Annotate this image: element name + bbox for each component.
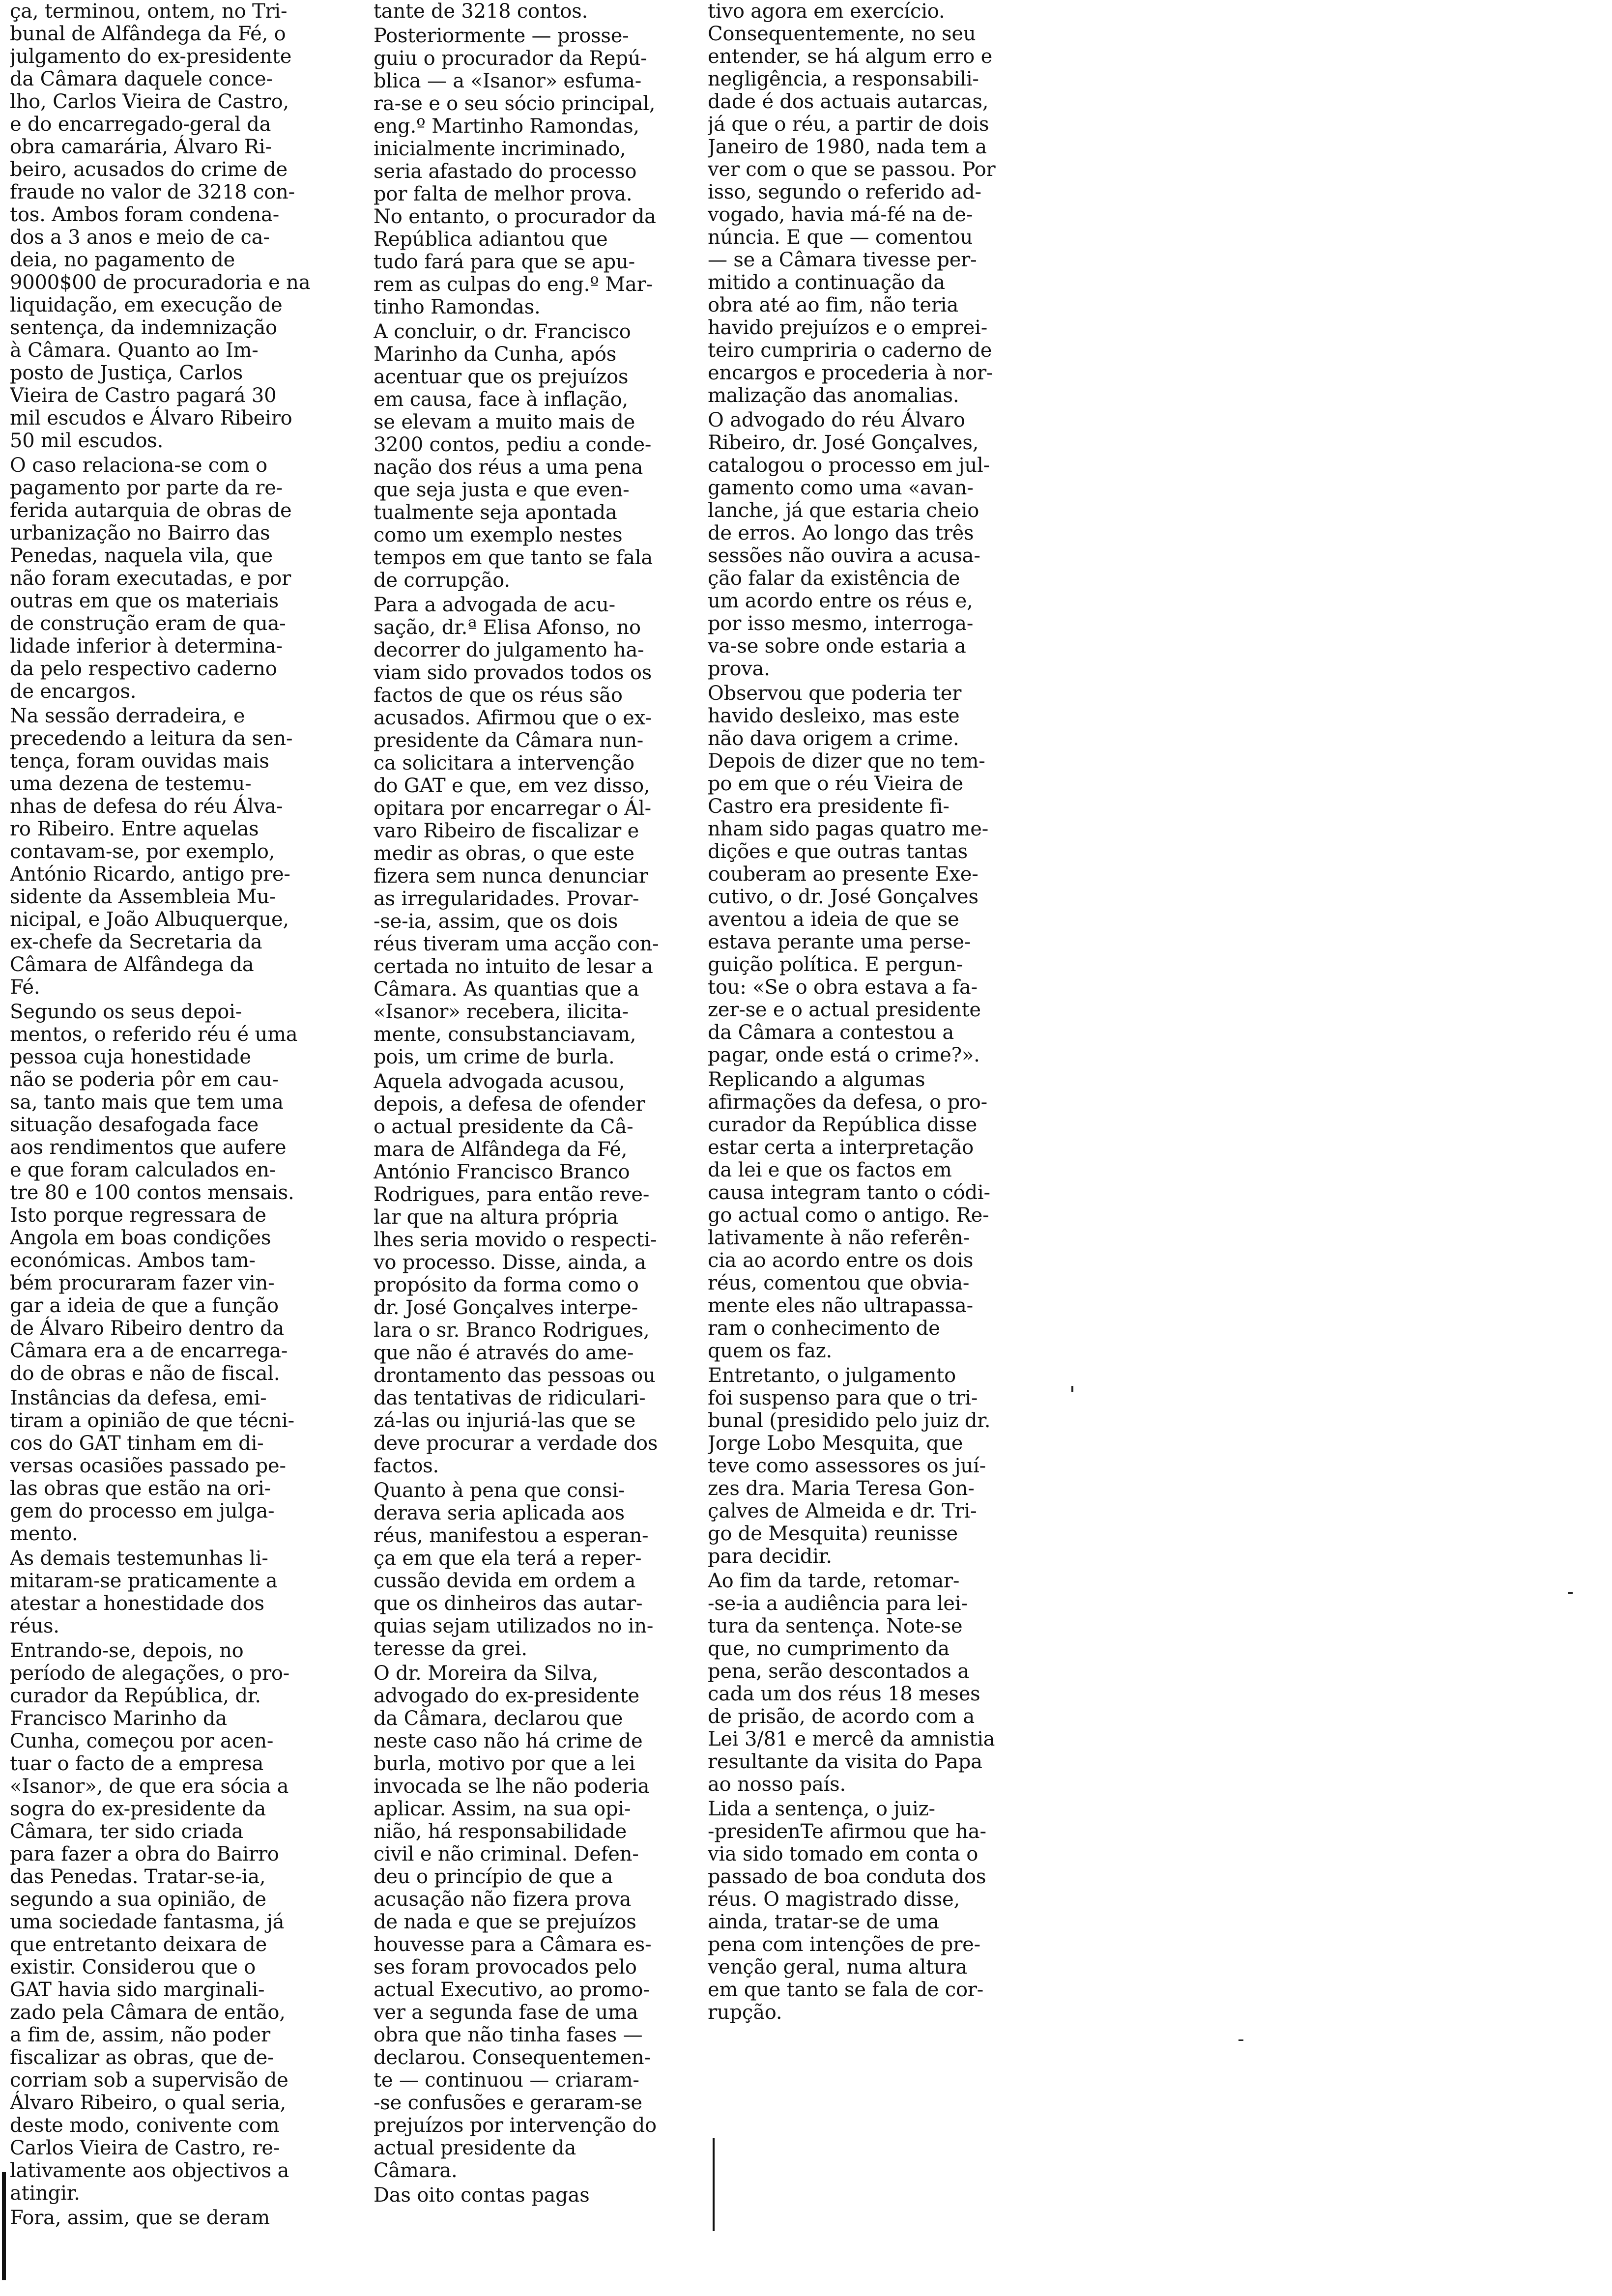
scan-speck [1238,2039,1243,2041]
paragraph: Ao fim da tarde, retomar- -se-ia a audiência para lei- tura da sentença. Note-se que, no cumprimento da pena, serão descontados a cada um dos réus 18 meses de prisão, de acordo com a Lei 3/81 e mercê da amnistia resultante da visita do Papa ao nosso país. [708,1570,995,1796]
scan-speck [1568,1592,1573,1594]
article-column-3 [708,0,1022,2296]
paragraph: Observou que poderia ter havido desleixo, mas este não dava origem a crime. Depois de dizer que no tem- po em que o réu Vieira de Castro era presidente fi- nham sido pagas quatro me- dições e que outras tantas couberam ao presente Exe- cutivo, o dr. José Gonçalves aventou a ideia de que se estava perante uma perse- guição política. E pergun- tou: «Se o obra estava a fa- zer-se e o actual presidente da Câmara a contestou a pagar, onde está o crime?». [708,682,989,1066]
paragraph: O dr. Moreira da Silva, advogado do ex-presidente da Câmara, declarou que neste caso não há crime de burla, motivo por que a lei invocada se lhe não poderia aplicar. Assim, na sua opi- nião, há responsabilidade civil e não criminal. Defen- deu o princípio de que a acusação não fizera prova de nada e que se prejuízos houvesse para a Câmara es- ses foram provocados pelo actual Executivo, ao promo- ver a segunda fase de uma obra que não tinha fases — declarou. Consequentemen- te — continuou — criaram- -se confusões e geraram-se prejuízos por intervenção do actual presidente da Câmara. [374,1662,657,2182]
paragraph: Posteriormente — prosse- guiu o procurador da Repú- blica — a «Isanor» esfuma- ra-se e o seu sócio principal, eng.º Martinho Ramondas, inicialmente incriminado, seria afastado do processo por falta de melhor prova. No entanto, o procurador da República adiantou que tudo fará para que se apu- rem as culpas do eng.º Mar- tinho Ramondas. [374,25,656,318]
paragraph: Das oito contas pagas [374,2184,590,2207]
paragraph: tante de 3218 contos. [374,0,588,23]
paragraph: Para a advogada de acu- sação, dr.ª Elisa Afonso, no decorrer do julgamento ha- viam sido provados todos os factos de que os réus são acusados. Afirmou que o ex- presidente da Câmara nun- ca solicitara a intervenção do GAT e que, em vez disso, opitara por encarregar o Ál- varo Ribeiro de fiscalizar e medir as obras, o que este fizera sem nunca denunciar as irregularidades. Provar- -se-ia, assim, que os dois réus tiveram uma acção con- certada no intuito de lesar a Câmara. As quantias que a «Isanor» recebera, ilicita- mente, consubstanciavam, pois, um crime de burla. [374,594,659,1068]
paragraph: As demais testemunhas li- mitaram-se praticamente a atestar a honestidade dos réus. [10,1547,278,1637]
scan-edge-mark-left [2,2172,6,2280]
paragraph: Entrando-se, depois, no período de alegações, o pro- curador da República, dr. Francisco Marinho da Cunha, começou por acen- tuar o facto de a empresa «Isanor», de que era sócia a sogra do ex-presidente da Câmara, ter sido criada para fazer a obra do Bairro das Penedas. Tratar-se-ia, segundo a sua opinião, de uma sociedade fantasma, já que entretanto deixara de existir. Considerou que o GAT havia sido marginali- zado pela Câmara de então, a fim de, assim, não poder fiscalizar as obras, que de- corriam sob a supervisão de Álvaro Ribeiro, o qual seria, deste modo, conivente com Carlos Vieira de Castro, re- lativamente aos objectivos a atingir. [10,1639,290,2205]
scan-edge-mark-right [713,2138,715,2231]
paragraph: Na sessão derradeira, e precedendo a leitura da sen- tença, foram ouvidas mais uma dezena de testemu- nhas de defesa do réu Álva- ro Ribeiro. Entre aquelas contavam-se, por exemplo, António Ricardo, antigo pre- sidente da Assembleia Mu- nicipal, e João Albuquerque, ex-chefe da Secretaria da Câmara de Alfândega da Fé. [10,705,293,999]
scan-speck [1071,1386,1073,1392]
paragraph: Segundo os seus depoi- mentos, o referido réu é uma pessoa cuja honestidade não se poderia pôr em cau- sa, tanto mais que tem uma situação desafogada face aos rendimentos que aufere e que foram calculados en- tre 80 e 100 contos mensais. Isto porque regressara de Angola em boas condições económicas. Ambos tam- bém procuraram fazer vin- gar a ideia de que a função de Álvaro Ribeiro dentro da Câmara era a de encarrega- do de obras e não de fiscal. [10,1001,298,1385]
paragraph: O advogado do réu Álvaro Ribeiro, dr. José Gonçalves, catalogou o processo em jul- gamento como uma «avan- lanche, já que estaria cheio de erros. Ao longo das três sessões não ouvira a acusa- ção falar da existência de um acordo entre os réus e, por isso mesmo, interroga- va-se sobre onde estaria a prova. [708,409,990,680]
paragraph: Lida a sentença, o juiz- -presidenTe afirmou que ha- via sido tomado em conta o passado de boa conduta dos réus. O magistrado disse, ainda, tratar-se de uma pena com intenções de pre- venção geral, numa altura em que tanto se fala de cor- rupção. [708,1798,986,2024]
paragraph: A concluir, o dr. Francisco Marinho da Cunha, após acentuar que os prejuízos em causa, face à inflação, se elevam a muito mais de 3200 contos, pediu a conde- nação dos réus a uma pena que seja justa e que even- tualmente seja apontada como um exemplo nestes tempos em que tanto se fala de corrupção. [374,320,653,592]
paragraph: tivo agora em exercício. Consequentemente, no seu entender, se há algum erro e negligência, a responsabili- dade é dos actuais autarcas, já que o réu, a partir de dois Janeiro de 1980, nada tem a ver com o que se passou. Por isso, segundo o referido ad- vogado, havia má-fé na de- núncia. E que — comentou — se a Câmara tivesse per- mitido a continuação da obra até ao fim, não teria havido prejuízos e o emprei- teiro cumpriria o caderno de encargos e procederia à nor- malização das anomalias. [708,0,996,407]
paragraph: O caso relaciona-se com o pagamento por parte da re- ferida autarquia de obras de urbanização no Bairro das Penedas, naquela vila, que não foram executadas, e por outras em que os materiais de construção eram de qua- lidade inferior à determina- da pelo respectivo caderno de encargos. [10,454,292,703]
paragraph: Replicando a algumas afirmações da defesa, o pro- curador da República disse estar certa a interpretação da lei e que os factos em causa integram tanto o códi- go actual como o antigo. Re- lativamente à não referên- cia ao acordo entre os dois réus, comentou que obvia- mente eles não ultrapassa- ram o conhecimento de quem os faz. [708,1068,990,1362]
paragraph: Aquela advogada acusou, depois, a defesa de ofender o actual presidente da Câ- mara de Alfândega da Fé, António Francisco Branco Rodrigues, para então reve- lar que na altura própria lhes seria movido o respecti- vo processo. Disse, ainda, a propósito da forma como o dr. José Gonçalves interpe- lara o sr. Branco Rodrigues, que não é através do ame- drontamento das pessoas ou das tentativas de ridiculari- zá-las ou injuriá-las que se deve procurar a verdade dos factos. [374,1070,658,1477]
paragraph: Entretanto, o julgamento foi suspenso para que o tri- bunal (presidido pelo juiz dr. Jorge Lobo Mesquita, que teve como assessores os juí- zes dra. Maria Teresa Gon- çalves de Almeida e dr. Tri- go de Mesquita) reunisse para decidir. [708,1364,991,1568]
article-column-2 [374,0,688,2296]
paragraph: Instâncias da defesa, emi- tiram a opinião de que técni- cos do GAT tinham em di- versas ocasiões passado pe- las obras que estão na ori- gem do processo em julga- mento. [10,1387,294,1545]
paragraph: Fora, assim, que se deram [10,2207,270,2229]
article-column-1 [10,0,354,2296]
paragraph: Quanto à pena que consi- derava seria aplicada aos réus, manifestou a esperan- ça em que ela terá a reper- cussão devida em ordem a que os dinheiros das autar- quias sejam utilizados no in- teresse da grei. [374,1479,654,1660]
paragraph: ça, terminou, ontem, no Tri- bunal de Alfândega da Fé, o julgamento do ex-presidente da Câmara daquele conce- lho, Carlos Vieira de Castro, e do encarregado-geral da obra camarária, Álvaro Ri- beiro, acusados do crime de fraude no valor de 3218 con- tos. Ambos foram condena- dos a 3 anos e meio de ca- deia, no pagamento de 9000$00 de procuradoria e na liquidação, em execução de sentença, da indemnização à Câmara. Quanto ao Im- posto de Justiça, Carlos Vieira de Castro pagará 30 mil escudos e Álvaro Ribeiro 50 mil escudos. [10,0,311,452]
